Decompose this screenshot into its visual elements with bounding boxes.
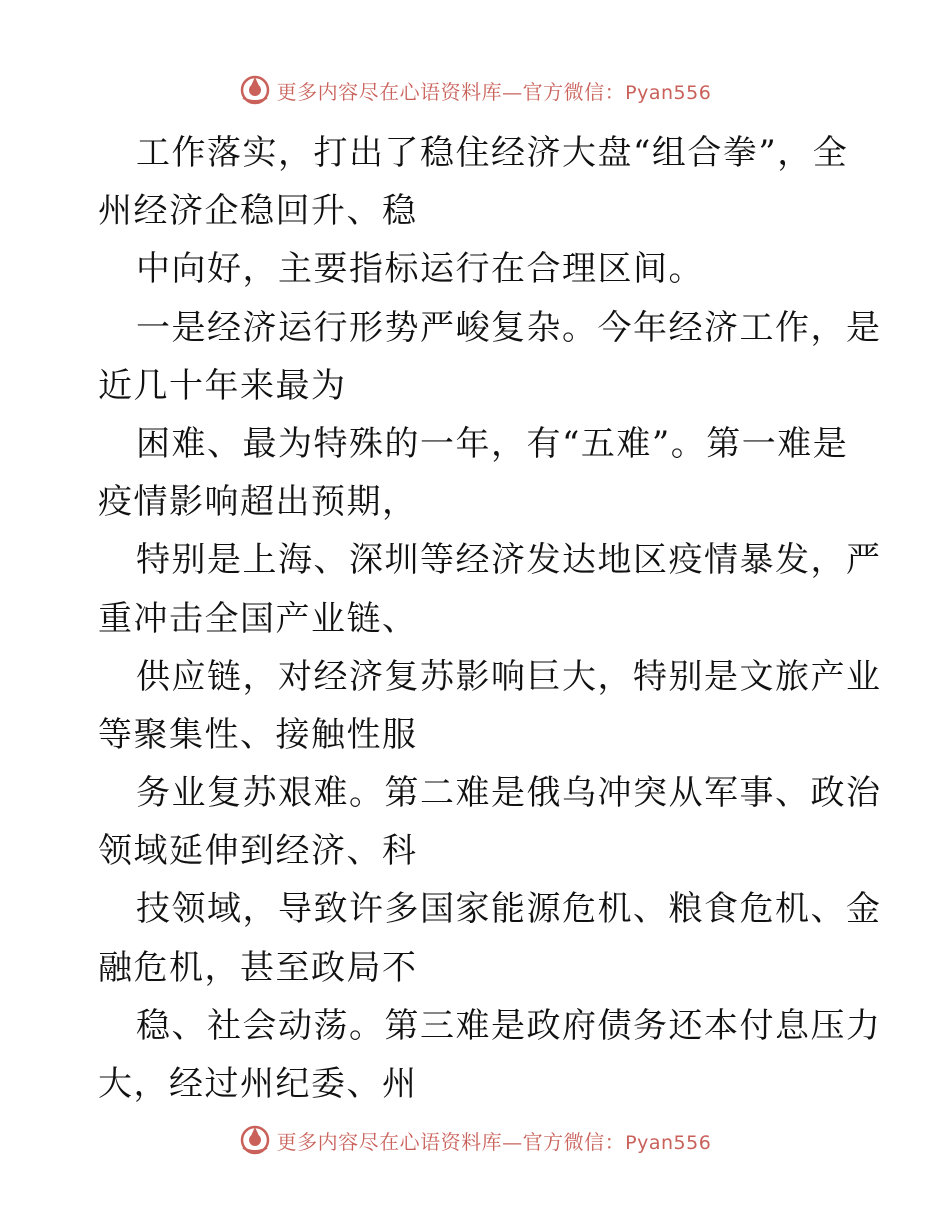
text-line: 疫情影响超出预期， [98,482,418,523]
logo-icon [239,1124,271,1156]
watermark-text: 更多内容尽在心语资料库—官方微信：Pyan556 [276,1129,712,1154]
text-line: 领域延伸到经济、科 [98,831,418,872]
text-line: 技领域，导致许多国家能源危机、粮食危机、金 [136,889,882,930]
text-line: 大，经过州纪委、州 [98,1064,418,1104]
watermark-text: 更多内容尽在心语资料库—官方微信：Pyan556 [276,79,712,104]
header-watermark [0,70,950,110]
text-line: 务业复苏艰难。第二难是俄乌冲突从军事、政治 [136,773,882,814]
text-line: 供应链，对经济复苏影响巨大，特别是文旅产业 [136,656,882,697]
text-line: 工作落实，打出了稳住经济大盘“组合拳”，全 [136,133,849,173]
text-line: 等聚集性、接触性服 [98,714,418,755]
logo-icon [239,74,271,106]
text-line: 特别是上海、深圳等经济发达地区疫情暴发，严 [136,540,882,581]
text-line: 稳、社会动荡。第三难是政府债务还本付息压力 [136,1005,882,1046]
text-line: 近几十年来最为 [98,365,347,406]
document-body [98,124,882,1113]
text-line: 一是经济运行形势严峻复杂。今年经济工作，是 [136,307,882,348]
text-line: 重冲击全国产业链、 [98,598,418,639]
text-line: 州经济企稳回升、稳 [98,191,418,232]
text-line: 困难、最为特殊的一年，有“五难”。第一难是 [136,423,849,464]
text-line: 融危机，甚至政局不 [98,947,418,988]
footer-watermark [0,1120,950,1160]
text-line: 中向好，主要指标运行在合理区间。 [136,249,704,290]
